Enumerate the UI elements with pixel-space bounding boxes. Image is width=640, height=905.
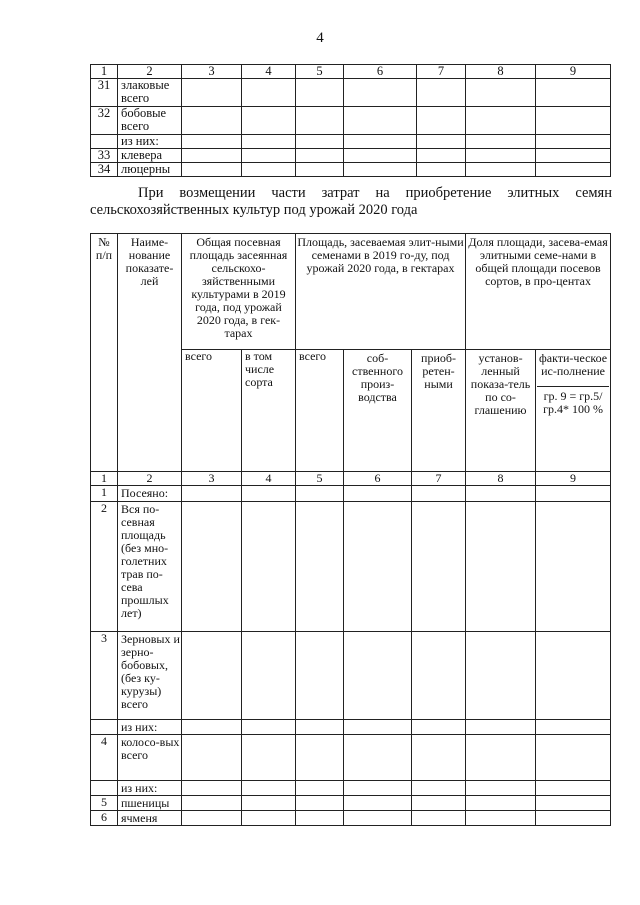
table-row: [91, 107, 611, 135]
row-name: из них:: [118, 720, 182, 735]
header-share-target: установ-ленный показа-тель по со-глашению: [466, 350, 536, 472]
cell: [344, 107, 417, 135]
cell: [344, 781, 412, 796]
header-elite-own: соб-ственного произ-водства: [344, 350, 412, 472]
column-number: 1: [91, 65, 118, 79]
cell: [242, 781, 296, 796]
cell: [466, 107, 536, 135]
cell: [242, 486, 296, 502]
row-number: [91, 781, 118, 796]
cell: [242, 163, 296, 177]
row-number: 31: [91, 79, 118, 107]
cell: [536, 486, 611, 502]
cell: [182, 632, 242, 720]
page-number: 4: [316, 30, 324, 46]
cell: [344, 720, 412, 735]
row-name: Посеяно:: [118, 486, 182, 502]
table-row: [91, 79, 611, 107]
row-number: 4: [91, 735, 118, 781]
table-top: [90, 64, 611, 177]
cell: [242, 107, 296, 135]
cell: [412, 502, 466, 632]
header-share-formula: гр. 9 = гр.5/гр.4* 100 %: [537, 386, 609, 416]
table-row: [91, 811, 611, 826]
header-share-actual: [536, 350, 611, 472]
cell: [344, 502, 412, 632]
cell: [344, 632, 412, 720]
cell: [242, 811, 296, 826]
cell: [296, 632, 344, 720]
column-number: 2: [118, 65, 182, 79]
cell: [536, 720, 611, 735]
cell: [417, 79, 466, 107]
cell: [344, 486, 412, 502]
table-row: [91, 149, 611, 163]
row-number: 2: [91, 502, 118, 632]
cell: [412, 720, 466, 735]
cell: [242, 79, 296, 107]
cell: [344, 796, 412, 811]
cell: [412, 796, 466, 811]
row-number: 6: [91, 811, 118, 826]
cell: [466, 486, 536, 502]
row-name: пшеницы: [118, 796, 182, 811]
cell: [296, 502, 344, 632]
cell: [296, 781, 344, 796]
table-row: [91, 720, 611, 735]
cell: [466, 720, 536, 735]
cell: [296, 135, 344, 149]
cell: [412, 781, 466, 796]
cell: [182, 720, 242, 735]
cell: [242, 135, 296, 149]
row-name: злаковые всего: [118, 79, 182, 107]
cell: [417, 135, 466, 149]
row-number: [91, 720, 118, 735]
row-name: из них:: [118, 781, 182, 796]
cell: [536, 79, 611, 107]
row-name: бобовые всего: [118, 107, 182, 135]
row-name: Зерновых и зерно-бобовых, (без ку-курузы) всего: [118, 632, 182, 720]
cell: [182, 107, 242, 135]
cell: [466, 735, 536, 781]
column-number: 5: [296, 472, 344, 486]
column-number: 3: [182, 472, 242, 486]
column-number: 9: [536, 472, 611, 486]
cell: [182, 502, 242, 632]
cell: [466, 163, 536, 177]
row-number: [91, 135, 118, 149]
cell: [536, 149, 611, 163]
header-share: Доля площади, засева-емая элитными семе-нами в общей площади посевов сортов, в про-центах: [466, 234, 611, 350]
column-number: 8: [466, 65, 536, 79]
row-number: 5: [91, 796, 118, 811]
row-number: 1: [91, 486, 118, 502]
cell: [536, 796, 611, 811]
header-total-area-all: всего: [182, 350, 242, 472]
cell: [182, 79, 242, 107]
cell: [466, 781, 536, 796]
cell: [466, 149, 536, 163]
header-elite-area-all: всего: [296, 350, 344, 472]
cell: [182, 486, 242, 502]
cell: [344, 811, 412, 826]
cell: [242, 502, 296, 632]
row-name: Вся по-севная площадь (без мно-голетних трав по-сева прошлых лет): [118, 502, 182, 632]
cell: [296, 149, 344, 163]
cell: [536, 163, 611, 177]
paragraph-line: При возмещении части затрат на приобретение элитных семян: [138, 185, 612, 201]
table-row: [91, 135, 611, 149]
row-number: 32: [91, 107, 118, 135]
row-number: 34: [91, 163, 118, 177]
cell: [344, 135, 417, 149]
table-main-column-numbers: [91, 472, 611, 486]
column-number: 6: [344, 65, 417, 79]
cell: [412, 735, 466, 781]
header-total-area-sorts: в том числе сорта: [242, 350, 296, 472]
cell: [536, 135, 611, 149]
table-top-column-numbers: [91, 65, 611, 79]
cell: [466, 135, 536, 149]
cell: [242, 632, 296, 720]
cell: [182, 781, 242, 796]
cell: [417, 107, 466, 135]
cell: [242, 720, 296, 735]
cell: [182, 796, 242, 811]
cell: [536, 811, 611, 826]
header-indicator-name: Наиме-нование показате-лей: [118, 234, 182, 472]
column-number: 4: [242, 65, 296, 79]
cell: [466, 811, 536, 826]
header-total-area: Общая посевная площадь засеянная сельскохо-зяйственными культурами в 2019 года, под урожай 2020 года, в гек-тарах: [182, 234, 296, 350]
column-number: 4: [242, 472, 296, 486]
column-number: 7: [417, 65, 466, 79]
cell: [182, 735, 242, 781]
header-elite-bought: приоб-ретен-ными: [412, 350, 466, 472]
column-number: 8: [466, 472, 536, 486]
cell: [536, 632, 611, 720]
paragraph-line: сельскохозяйственных культур под урожай 2020 года: [90, 202, 418, 218]
table-row: [91, 781, 611, 796]
header-number: № п/п: [91, 234, 118, 472]
cell: [412, 486, 466, 502]
cell: [296, 720, 344, 735]
cell: [536, 502, 611, 632]
table-row: [91, 163, 611, 177]
header-share-actual-label: факти-ческое ис-полнение: [538, 351, 608, 378]
cell: [182, 811, 242, 826]
cell: [412, 811, 466, 826]
cell: [182, 163, 242, 177]
cell: [417, 149, 466, 163]
row-name: ячменя: [118, 811, 182, 826]
cell: [466, 796, 536, 811]
column-number: 9: [536, 65, 611, 79]
row-name: колосо-вых всего: [118, 735, 182, 781]
row-number: 3: [91, 632, 118, 720]
cell: [296, 163, 344, 177]
cell: [296, 735, 344, 781]
cell: [242, 735, 296, 781]
row-name: клевера: [118, 149, 182, 163]
section-paragraph: [90, 185, 612, 219]
row-name: люцерны: [118, 163, 182, 177]
cell: [296, 796, 344, 811]
cell: [296, 811, 344, 826]
column-number: 3: [182, 65, 242, 79]
table-row: [91, 486, 611, 502]
cell: [296, 107, 344, 135]
cell: [536, 107, 611, 135]
cell: [182, 135, 242, 149]
cell: [344, 163, 417, 177]
table-main: [90, 233, 611, 826]
table-row: [91, 632, 611, 720]
cell: [296, 79, 344, 107]
cell: [466, 502, 536, 632]
column-number: 6: [344, 472, 412, 486]
cell: [242, 149, 296, 163]
cell: [242, 796, 296, 811]
row-name: из них:: [118, 135, 182, 149]
table-row: [91, 796, 611, 811]
cell: [182, 149, 242, 163]
table-row: [91, 502, 611, 632]
column-number: 2: [118, 472, 182, 486]
header-elite-area: Площадь, засеваемая элит-ными семенами в 2019 го-ду, под урожай 2020 года, в гектарах: [296, 234, 466, 350]
table-row: [91, 735, 611, 781]
cell: [417, 163, 466, 177]
cell: [344, 149, 417, 163]
cell: [344, 735, 412, 781]
column-number: 7: [412, 472, 466, 486]
cell: [296, 486, 344, 502]
cell: [536, 735, 611, 781]
column-number: 1: [91, 472, 118, 486]
column-number: 5: [296, 65, 344, 79]
row-number: 33: [91, 149, 118, 163]
cell: [466, 79, 536, 107]
cell: [412, 632, 466, 720]
cell: [536, 781, 611, 796]
cell: [344, 79, 417, 107]
cell: [466, 632, 536, 720]
